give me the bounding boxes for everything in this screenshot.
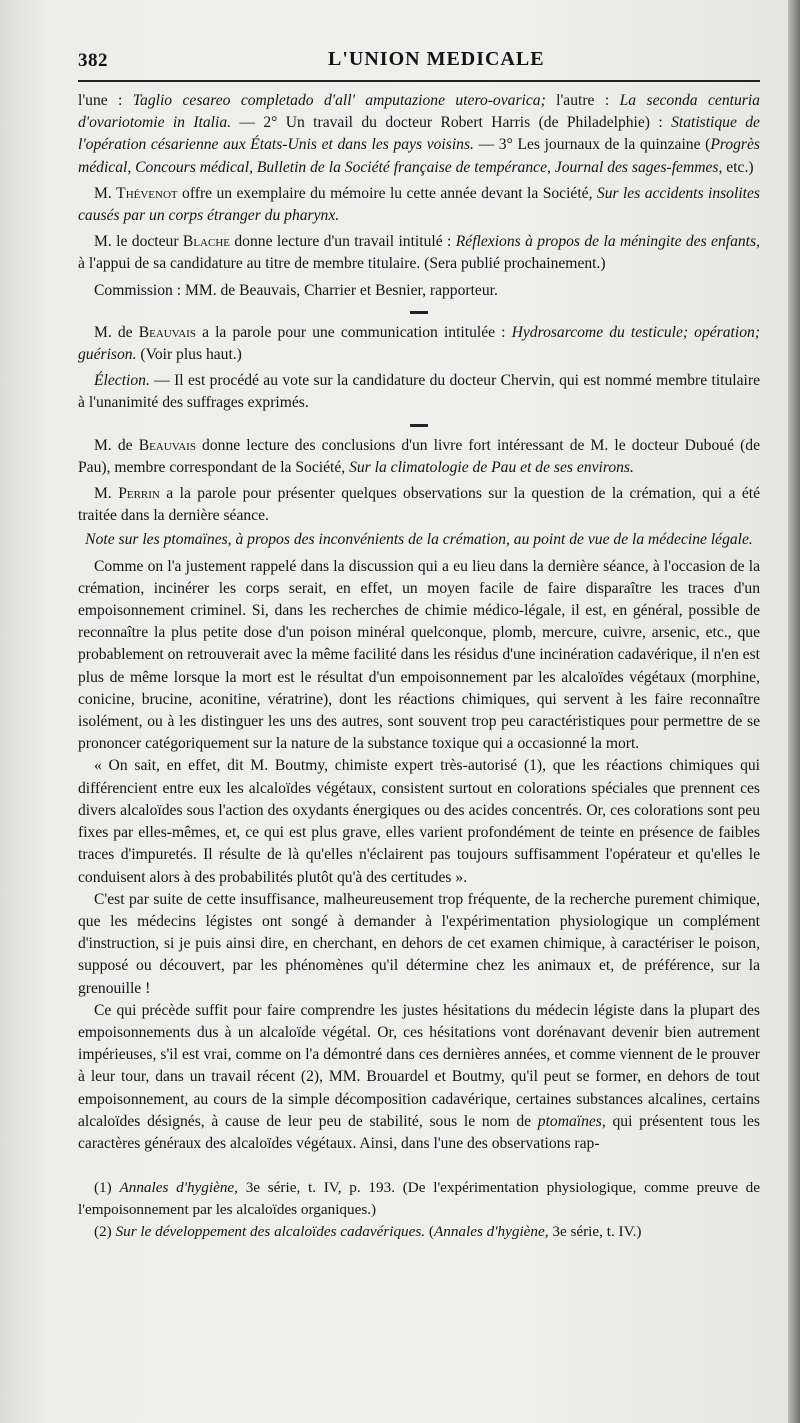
paragraph-thevenot: M. Thévenot offre un exemplaire du mémoire lu cette année devant la Société, Sur les accidents insolites causés par un corps étranger du pharynx. — [78, 184, 760, 225]
page-number: 382 — [78, 50, 108, 71]
paragraph-blache: M. le docteur Blache donne lecture d'un travail intitulé : Réflexions à propos de la méningite des enfants, à l'appui de sa candidature au titre de membre titulaire. (Sera publié prochainement.) — [78, 233, 760, 273]
page-edge-shadow — [788, 0, 800, 1423]
paragraph-journals: l'une : Taglio cesareo completado d'all' amputazione utero-ovarica; l'autre : La seconda centuria d'ovariotomie in Italia. — 2° Un travail du docteur Robert Harris (de Philadelphie) : Statistique de l'opération césarienne aux États-Unis et dans les pays voisins. — 3° Les journaux de la quinzaine (Progrès médical, Concours médical, Bulletin de la Société française de tempérance, Journal des sages-femmes, etc.) — [78, 92, 760, 176]
paragraph-beauvais-conclusions: M. de Beauvais donne lecture des conclusions d'un livre fort intéressant de M. le docteur Duboué (de Pau), membre correspondant de la Société, Sur la climatologie de Pau et de ses environs. — [78, 436, 760, 476]
body-paragraph: « On sait, en effet, dit M. Boutmy, chimiste expert très-autorisé (1), que les réactions chimiques qui différencient entre eux les alcaloïdes végétaux, consistent surtout en colorations spéciales que prennent ces divers alcaloïdes sous l'action des oxydants énergiques ou des acides concentrés. Or, ces colorations sont peu fixes par elles-mêmes, et, ce qui est plus grave, elles varient profondément de teinte en présence de faibles traces d'impuretés. Il résulte de là qu'elles n'éclairent pas toujours suffisamment l'opérateur et qu'elles le conduisent alors à des probabilités plutôt qu'à des certitudes ». — [78, 757, 760, 886]
body-paragraph: C'est par suite de cette insuffisance, malheureusement trop fréquente, de la recherche purement chimique, que les médecins légistes ont songé à demander à l'expérimentation physiologique un complément d'instruction, si je puis ainsi dire, en cherchant, en dehors de cet examen chimique, à caractériser le poison, supposé ou découvert, par les phénomènes qu'il détermine chez les animaux et, de préférence, sur la grenouille ! — [78, 890, 760, 997]
page-header — [78, 44, 760, 78]
section-separator — [410, 424, 428, 427]
note-title: Note sur les ptomaïnes, à propos des inconvénients de la crémation, au point de vue de la médecine légale. — [85, 531, 753, 549]
body-paragraph: Comme on l'a justement rappelé dans la discussion qui a eu lieu dans la dernière séance, à l'occasion de la crémation, incinérer les corps serait, en effet, un moyen facile de faire disparaître les traces d'un empoisonnement criminel. Si, dans les recherches de chimie médico-légale, il est, en général, possible de reconnaître la plus petite dose d'un poison minéral quelconque, plomb, mercure, cuivre, arsenic, etc., que probablement on retrouverait avec la même facilité dans les résidus d'une incinération cadavérique, il n'en est plus de même lorsque la mort est le résultat d'un empoisonnement par les alcaloïdes végétaux (morphine, conicine, brucine, aconitine, vératrine), dont les réactions chimiques, qui servent à les faire reconnaître isolément, ou à les distinguer les uns des autres, sont souvent trop peu caractéristiques pour permettre de se prononcer catégoriquement sur la nature de la substance toxique qui a occasionné la mort. — [78, 557, 760, 753]
section-separator — [410, 311, 428, 314]
paragraph-beauvais-communication: M. de Beauvais a la parole pour une communication intitulée : Hydrosarcome du testicule; opération; guérison. (Voir plus haut.) — [78, 323, 761, 364]
paragraph-commission: Commission : MM. de Beauvais, Charrier et Besnier, rapporteur. — [94, 281, 498, 299]
running-title: L'UNION MEDICALE — [328, 48, 545, 70]
paragraph-election: Élection. — Il est procédé au vote sur la candidature du docteur Chervin, qui est nommé membre titulaire à l'unanimité des suffrages exprimés. — [78, 372, 760, 412]
footnotes — [78, 1177, 760, 1243]
footnote-1: (1) Annales d'hygiène, 3e série, t. IV, p. 193. (De l'expérimentation physiologique, comme preuve de l'empoisonnement par les alcaloïdes organiques.) — [78, 1179, 760, 1219]
header-rule — [78, 80, 760, 82]
body-paragraph: Ce qui précède suffit pour faire comprendre les justes hésitations du médecin légiste dans la plupart des empoisonnements dus à un alcaloïde végétal. Or, ces hésitations vont dorénavant devenir bien autrement impérieuses, s'il est vrai, comme on l'a démontré dans ces dernières années, et comme viennent de le prouver à leur tour, dans un travail récent (2), MM. Brouardel et Boutmy, qu'il peut se former, en dehors de tout empoisonnement, au cours de la simple décomposition cadavérique, certaines substances alcalines, certains alcaloïdes désignés, à cause de leur peu de stabilité, sous le nom de ptomaïnes, qui présentent tous les caractères généraux des alcaloïdes végétaux. Ainsi, dans l'une des observations rap- — [78, 1001, 760, 1152]
paragraph-perrin: M. Perrin a la parole pour présenter quelques observations sur la question de la crémation, qui a été traitée dans la dernière séance. — [78, 485, 760, 525]
footnote-2: (2) Sur le développement des alcaloïdes cadavériques. (Annales d'hygiène, 3e série, t. IV.) — [94, 1223, 642, 1241]
